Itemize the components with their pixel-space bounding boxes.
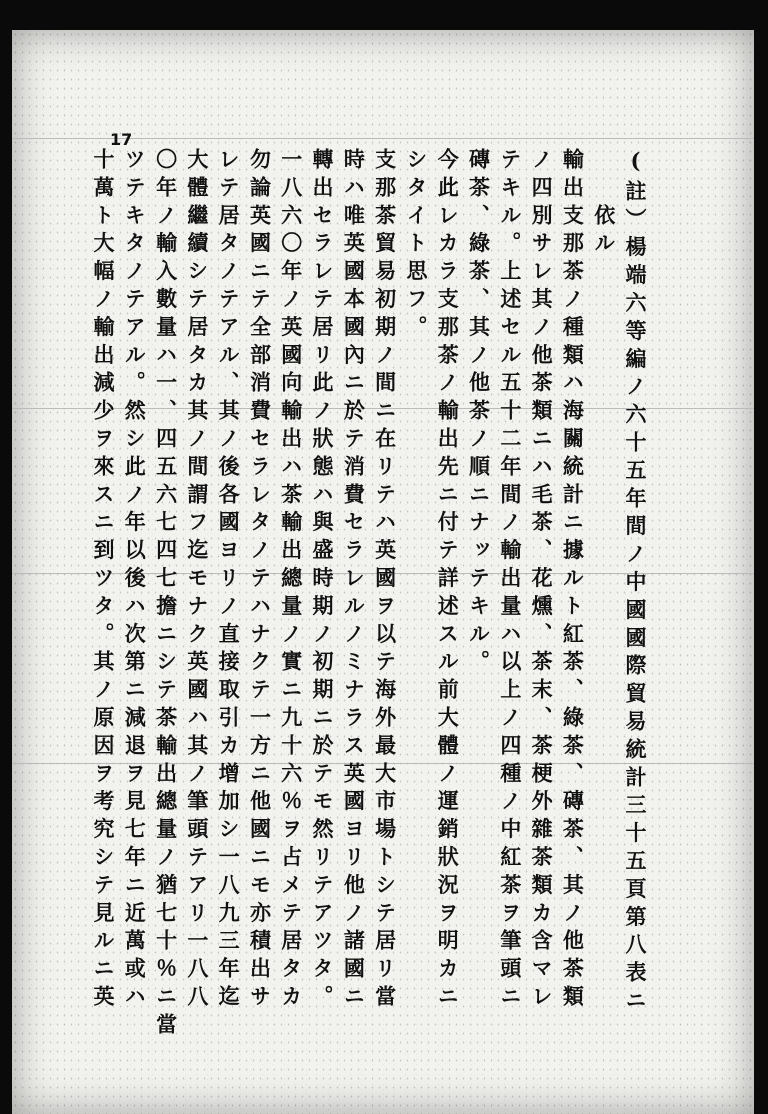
text-column: ノ四別サレ其ノ他茶類ニハ毛茶、花燻、茶末、茶梗外雜茶類カ含マレ — [529, 148, 555, 1013]
text-column: 磚茶、綠茶、其ノ他茶ノ順ニナッテキル。 — [466, 148, 492, 679]
text-column: (註）楊端六等編ノ六十五年間ノ中國國際貿易統計三十五頁第八表ニ — [623, 148, 648, 1017]
text-column: 輸出支那茶ノ種類ハ海關統計ニ據ルト紅茶、綠茶、磚茶、其ノ他茶類 — [560, 148, 586, 1013]
text-column: 一八六〇年ノ英國向輸出ハ茶輸出總量ノ實ニ九十六％ヲ占メテ居タカ — [278, 148, 304, 1013]
text-column: レテ居タノテアル、其ノ後各國ヨリノ直接取引カ增加シ一八九三年迄 — [216, 148, 242, 1013]
text-column: 十萬ト大幅ノ輸出減少ヲ來スニ到ツタ。其ノ原因ヲ考究シテ見ルニ英 — [91, 148, 116, 1013]
text-column: 〇年ノ輸入數量ハ一、四五六七四七擔ニシテ茶輸出總量ノ猶七十％ニ當 — [153, 148, 179, 1041]
text-column: テキル。上述セル五十二年間ノ輸出量ハ以上ノ四種ノ中紅茶ヲ筆頭ニ — [497, 148, 523, 1013]
text-column: 時ハ唯英國本國內ニ於テ消費セラレルノミナラス英國ヨリ他ノ諸國ニ — [341, 148, 367, 1013]
text-column: 今此レカラ支那茶ノ輸出先ニ付テ詳述スル前大體ノ運銷狀況ヲ明カニ — [435, 148, 461, 1013]
text-column: 依ル — [591, 148, 617, 260]
text-column: 大體繼續シテ居タカ其ノ間謂フ迄モナク英國ハ其ノ筆頭テアリ一八八 — [184, 148, 210, 1013]
text-column: シタイト思フ。 — [403, 148, 429, 344]
page-number: 17 — [110, 130, 133, 149]
text-column: ツテキタノテアル。然シ此ノ年以後ハ次第ニ減退ヲ見七年ニ近萬或ハ — [122, 148, 148, 1013]
text-column: 轉出セラレテ居リ此ノ狀態ハ與盛時期ノ初期ニ於テモ然リテアツタ。 — [310, 148, 336, 1013]
text-column: 支那茶貿易初期ノ間ニ在リテハ英國ヲ以テ海外最大市場トシテ居リ當 — [372, 148, 398, 1013]
text-column: 勿論英國ニテ全部消費セラレタノテハナクテ一方ニ他國ニモ亦積出サ — [247, 148, 273, 1013]
